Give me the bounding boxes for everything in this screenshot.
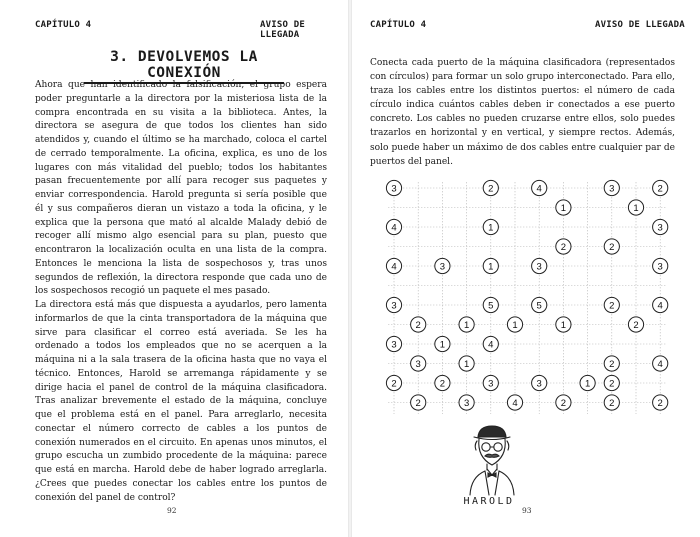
port-number: 3 bbox=[415, 358, 421, 370]
port-number: 1 bbox=[584, 378, 591, 390]
port-node[interactable] bbox=[604, 356, 619, 371]
port-number: 3 bbox=[463, 397, 470, 409]
port-number: 2 bbox=[609, 397, 615, 409]
port-node[interactable] bbox=[386, 258, 401, 273]
port-number: 3 bbox=[488, 378, 494, 390]
port-number: 3 bbox=[391, 339, 397, 351]
port-number: 3 bbox=[536, 378, 542, 390]
port-node[interactable] bbox=[386, 336, 401, 351]
port-node[interactable] bbox=[653, 395, 668, 410]
chapter-header: CAPÍTULO 4 bbox=[35, 20, 92, 30]
port-node[interactable] bbox=[411, 356, 426, 371]
port-number: 4 bbox=[391, 222, 397, 234]
port-number: 3 bbox=[536, 261, 542, 273]
port-number: 2 bbox=[609, 241, 615, 253]
port-node[interactable] bbox=[532, 258, 547, 273]
port-number: 5 bbox=[536, 300, 542, 312]
page-number: 92 bbox=[167, 506, 177, 515]
port-number: 3 bbox=[657, 222, 663, 234]
story-paragraph: La directora está más que dispuesta a ayudarlos, pero lamenta informarlos de que la cinta transportadora de la máquina que sirve para clasificar el correo está averiada. Se les ha ordenado a todos los empleados que no se acerquen a la máquina ni a la sala trasera de la oficina hasta que no vaya el técnico. Entonces, Harold se arremanga rápidamente y se dirige hacia el panel de control de la máquina clasificadora. Tras analizar brevemente el estado de la máquina, concluye que el problema está en el panel. Para arreglarlo, necesita conectar el número correcto de cables a los puntos de conexión numerados en el circuito. En apenas unos minutos, el grupo escucha un zumbido procedente de la máquina: parece que está en marcha. Harold debe de haber logrado arreglarla. ¿Crees que puedes conectar los cables entre los puntos de conexión del panel de control? bbox=[35, 300, 327, 503]
page-number: 93 bbox=[522, 506, 532, 515]
port-node[interactable] bbox=[386, 375, 401, 390]
port-node[interactable] bbox=[483, 336, 498, 351]
port-number: 5 bbox=[488, 300, 494, 312]
port-node[interactable] bbox=[604, 395, 619, 410]
port-number: 4 bbox=[657, 358, 663, 370]
port-node[interactable] bbox=[556, 395, 571, 410]
port-node[interactable] bbox=[532, 180, 547, 195]
port-number: 2 bbox=[609, 358, 615, 370]
port-node[interactable] bbox=[532, 297, 547, 312]
port-node[interactable] bbox=[580, 375, 595, 390]
port-node[interactable] bbox=[459, 317, 474, 332]
port-number: 1 bbox=[463, 358, 470, 370]
port-number: 2 bbox=[633, 319, 639, 331]
port-node[interactable] bbox=[556, 239, 571, 254]
port-node[interactable] bbox=[653, 219, 668, 234]
port-number: 4 bbox=[657, 300, 663, 312]
port-node[interactable] bbox=[386, 297, 401, 312]
running-title: AVISO DE LLEGADA bbox=[260, 20, 305, 40]
port-node[interactable] bbox=[628, 200, 643, 215]
port-number: 4 bbox=[391, 261, 397, 273]
port-number: 2 bbox=[609, 300, 615, 312]
port-node[interactable] bbox=[532, 375, 547, 390]
port-number: 1 bbox=[512, 319, 518, 331]
section-title: 3. DEVOLVEMOS LA CONEXIÓN bbox=[84, 49, 284, 84]
right-page bbox=[352, 0, 700, 537]
port-node[interactable] bbox=[386, 219, 401, 234]
port-number: 2 bbox=[560, 397, 567, 409]
puzzle-instructions: Conecta cada puerto de la máquina clasificadora (representados con círculos) para formar un solo grupo interconectado. Para ello, traza los cables entre los distintos puertos: el número de cada círculo indica cuántos cables deben ir conectados a ese puerto concreto. Los cables no pueden cruzarse entre ellos, solo puedes trazarlos en horizontal y en vertical, y siempre rectos. Además, solo puede haber un máximo de dos cables entre cualquier par de puertos del panel. bbox=[370, 58, 675, 167]
port-node[interactable] bbox=[411, 317, 426, 332]
puzzle-grid bbox=[388, 182, 666, 414]
port-number: 2 bbox=[657, 183, 663, 195]
port-node[interactable] bbox=[556, 200, 571, 215]
port-node[interactable] bbox=[459, 356, 474, 371]
port-node[interactable] bbox=[483, 297, 498, 312]
port-node[interactable] bbox=[556, 317, 571, 332]
left-page bbox=[0, 0, 348, 537]
port-node[interactable] bbox=[483, 180, 498, 195]
port-number: 2 bbox=[415, 319, 421, 331]
port-number: 4 bbox=[488, 339, 494, 351]
harold-portrait bbox=[462, 423, 522, 497]
port-node[interactable] bbox=[435, 336, 450, 351]
port-node[interactable] bbox=[411, 395, 426, 410]
port-node[interactable] bbox=[459, 395, 474, 410]
port-node[interactable] bbox=[653, 180, 668, 195]
port-number: 4 bbox=[536, 183, 542, 195]
port-number: 2 bbox=[391, 378, 397, 390]
running-title: AVISO DE LLEGADA bbox=[595, 20, 685, 30]
port-number: 1 bbox=[633, 202, 639, 214]
port-node[interactable] bbox=[604, 180, 619, 195]
port-node[interactable] bbox=[604, 239, 619, 254]
port-node[interactable] bbox=[628, 317, 643, 332]
port-node[interactable] bbox=[604, 297, 619, 312]
puzzle-nodes bbox=[386, 180, 667, 410]
port-node[interactable] bbox=[483, 258, 498, 273]
bridges-puzzle bbox=[382, 177, 672, 414]
port-node[interactable] bbox=[507, 395, 522, 410]
port-number: 3 bbox=[391, 300, 397, 312]
port-node[interactable] bbox=[653, 356, 668, 371]
port-number: 1 bbox=[488, 222, 494, 234]
port-node[interactable] bbox=[435, 258, 450, 273]
port-number: 2 bbox=[488, 183, 494, 195]
port-node[interactable] bbox=[483, 219, 498, 234]
port-number: 1 bbox=[560, 319, 567, 331]
port-number: 3 bbox=[657, 261, 663, 273]
port-number: 3 bbox=[439, 261, 446, 273]
port-number: 1 bbox=[439, 339, 446, 351]
port-number: 2 bbox=[415, 397, 421, 409]
story-paragraph: Ahora que han identificado la falsificación, el grupo espera poder preguntarle a la directora por la misteriosa lista de la compra encontrada en su visita a la biblioteca. Antes, la directora se asegura de que todos los clientes han sido atendidos y, cuando el último se ha marchado, coloca el cartel de cerrado temporalmente. La oficina, explica, es uno de los lugares con más vitalidad del pueblo; todos los habitantes pasan frecuentemente por allí para recoger sus paquetes y enviar correspondencia. Harold pregunta si sería posible que él y sus compañeros dieran un vistazo a toda la oficina, y le explica que la persona que mató al alcalde Malady debió de recoger allí mismo algo esencial para su plan, puesto que encontraron la localización oculta en una lista de la compra. Entonces le menciona la lista de sospechosos y, tras unos segundos de reflexión, la directora responde que cada uno de los sospechosos recogió un paquete el mes pasado. bbox=[35, 80, 327, 297]
port-number: 1 bbox=[560, 202, 567, 214]
port-number: 4 bbox=[512, 397, 518, 409]
port-number: 2 bbox=[609, 378, 615, 390]
port-node[interactable] bbox=[604, 375, 619, 390]
story-text bbox=[35, 79, 327, 505]
port-node[interactable] bbox=[386, 180, 401, 195]
port-number: 2 bbox=[657, 397, 663, 409]
port-node[interactable] bbox=[507, 317, 522, 332]
port-number: 2 bbox=[560, 241, 567, 253]
port-number: 1 bbox=[463, 319, 470, 331]
port-number: 2 bbox=[439, 378, 446, 390]
port-node[interactable] bbox=[653, 297, 668, 312]
port-node[interactable] bbox=[435, 375, 450, 390]
port-number: 3 bbox=[609, 183, 615, 195]
port-node[interactable] bbox=[483, 375, 498, 390]
mascot-name: HAROLD bbox=[463, 496, 515, 507]
chapter-header: CAPÍTULO 4 bbox=[370, 20, 427, 30]
port-node[interactable] bbox=[653, 258, 668, 273]
port-number: 1 bbox=[488, 261, 494, 273]
port-number: 3 bbox=[391, 183, 397, 195]
